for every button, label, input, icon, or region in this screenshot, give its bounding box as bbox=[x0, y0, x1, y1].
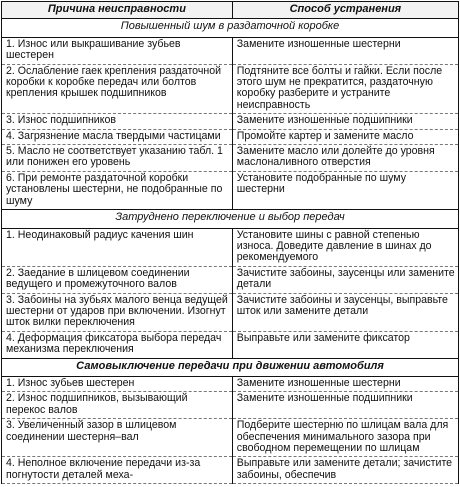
cause-cell: 5. Масло не соответствует указанию табл. 1 или понижен его уровень bbox=[2, 145, 233, 172]
fix-cell: Замените изношенные подшипники bbox=[232, 114, 458, 129]
table-row bbox=[2, 293, 459, 331]
cause-cell: 1. Износ или выкрашивание зубьев шестерен bbox=[2, 37, 233, 64]
document-page bbox=[1, 1, 459, 485]
table-row bbox=[2, 419, 459, 457]
section-title: Затруднено переключение и выбор передач bbox=[2, 210, 459, 228]
table-row bbox=[2, 228, 459, 266]
cause-cell: 4. Загрязнение масла твердыми частицами bbox=[2, 129, 233, 144]
fix-cell: Замените изношенные шестерни bbox=[232, 37, 458, 64]
table-row bbox=[2, 392, 459, 419]
table-row bbox=[2, 266, 459, 293]
cause-cell: 3. Износ подшипников bbox=[2, 114, 233, 129]
cause-cell: 2. Заедание в шлицевом соединении ведущего и промежуточного валов bbox=[2, 266, 233, 293]
table-row bbox=[2, 376, 459, 391]
section-row bbox=[2, 210, 459, 228]
troubleshooting-table bbox=[1, 1, 459, 484]
cause-cell: 1. Износ зубьев шестерен bbox=[2, 376, 233, 391]
cause-cell: 6. При ремонте раздаточной коробки установлены шестерни, не подобранные по шуму bbox=[2, 171, 233, 209]
table-row bbox=[2, 37, 459, 64]
table-body bbox=[2, 19, 459, 484]
cause-cell: 4. Неполное включение передачи из-за погнутости деталей меха- bbox=[2, 457, 233, 484]
cause-cell: 2. Ослабление гаек крепления раздаточной коробки к коробке передач или болтов крепления крышек подшипников bbox=[2, 64, 233, 114]
section-title: Самовыключение передачи при движении автомобиля bbox=[2, 358, 459, 376]
header-cause: Причина неисправности bbox=[2, 2, 233, 19]
fix-cell: Выправьте или замените детали; зачистите забоины, обеспечив bbox=[232, 457, 458, 484]
fix-cell: Подтяните все болты и гайки. Если после этого шум не прекратится, раздаточную коробку разберите и устраните неисправность bbox=[232, 64, 458, 114]
section-title: Повышенный шум в раздаточной коробке bbox=[2, 19, 459, 37]
fix-cell: Замените изношенные шестерни bbox=[232, 376, 458, 391]
fix-cell: Зачистите забоины, заусенцы или замените детали bbox=[232, 266, 458, 293]
table-row bbox=[2, 145, 459, 172]
table-row bbox=[2, 129, 459, 144]
table-row bbox=[2, 331, 459, 358]
cause-cell: 4. Деформация фиксатора выбора передач механизма переключения bbox=[2, 331, 233, 358]
fix-cell: Замените масло или долейте до уровня маслоналивного отверстия bbox=[232, 145, 458, 172]
fix-cell: Установите шины с равной степенью износа. Доведите давление в шинах до рекомендуемого bbox=[232, 228, 458, 266]
table-row bbox=[2, 114, 459, 129]
fix-cell: Подберите шестерню по шлицам вала для обеспечения минимального зазора при свободном перемещении по шлицам bbox=[232, 419, 458, 457]
table-row bbox=[2, 64, 459, 114]
cause-cell: 2. Износ подшипников, вызывающий перекос валов bbox=[2, 392, 233, 419]
fix-cell: Зачистите забоины и заусенцы, выправьте шток или замените детали bbox=[232, 293, 458, 331]
section-row bbox=[2, 358, 459, 376]
table-header-row bbox=[2, 2, 459, 19]
fix-cell: Промойте картер и замените масло bbox=[232, 129, 458, 144]
table-row bbox=[2, 171, 459, 209]
fix-cell: Установите подобранные по шуму шестерни bbox=[232, 171, 458, 209]
cause-cell: 3. Увеличенный зазор в шлицевом соединении шестерня–вал bbox=[2, 419, 233, 457]
cause-cell: 3. Забоины на зубьях малого венца ведущей шестерни от ударов при включении. Изогнут шток вилки переключения bbox=[2, 293, 233, 331]
table-row bbox=[2, 457, 459, 484]
header-fix: Способ устранения bbox=[232, 2, 458, 19]
section-row bbox=[2, 19, 459, 37]
fix-cell: Замените изношенные подшипники bbox=[232, 392, 458, 419]
cause-cell: 1. Неодинаковый радиус качения шин bbox=[2, 228, 233, 266]
fix-cell: Выправьте или замените фиксатор bbox=[232, 331, 458, 358]
